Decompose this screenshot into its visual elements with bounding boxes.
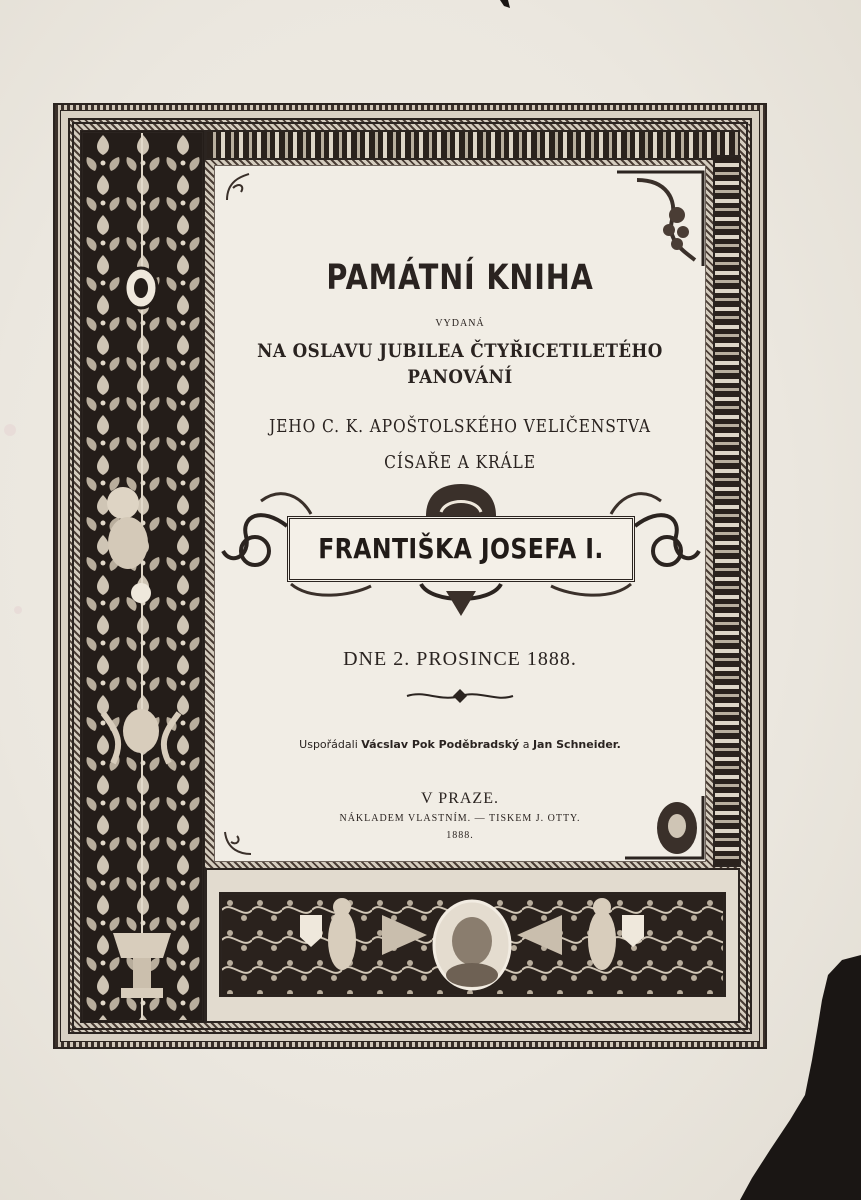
title-line: CÍSAŘE A KRÁLE (384, 452, 536, 473)
right-ornament-strip (713, 155, 741, 867)
occasion-line-1: NA OSLAVU JUBILEA ČTYŘICETILETÉHO (257, 340, 663, 362)
name-cartouche (221, 476, 701, 626)
corner-ornament-top-right (617, 170, 705, 270)
credit-conjunction: a (522, 738, 530, 751)
frieze-drawing (222, 895, 723, 994)
foliage-ornament (83, 133, 202, 1020)
city-line: V PRAZE. (421, 790, 499, 807)
bottom-ornament-frieze (219, 892, 726, 997)
divider-ornament (405, 688, 515, 704)
corner-ornament-top-left (223, 170, 253, 206)
editor-1: Vácslav Pok Poděbradský (361, 738, 520, 751)
bottom-ornament-panel (205, 868, 740, 1023)
editors-credit (215, 738, 705, 751)
emperor-name: FRANTIŠKA JOSEFA I. (318, 532, 604, 565)
top-ornament-strip (205, 130, 740, 160)
occasion-line-2: PANOVÁNÍ (407, 366, 513, 388)
subtitle-vydana: VYDANÁ (435, 318, 485, 329)
name-plate (287, 516, 635, 582)
left-ornament-column (80, 130, 205, 1023)
honorific-line: JEHO C. K. APOŠTOLSKÉHO VELIČENSTVA (269, 416, 651, 437)
title-panel (214, 165, 706, 862)
date-line: DNE 2. PROSINCE 1888. (343, 648, 577, 670)
book-title: PAMÁTNÍ KNIHA (326, 258, 594, 298)
year-line: 1888. (446, 830, 474, 841)
publisher-line: NÁKLADEM VLASTNÍM. — TISKEM J. OTTY. (339, 813, 581, 824)
editor-2: Jan Schneider. (532, 738, 621, 751)
credit-prefix: Uspořádali (299, 738, 358, 751)
